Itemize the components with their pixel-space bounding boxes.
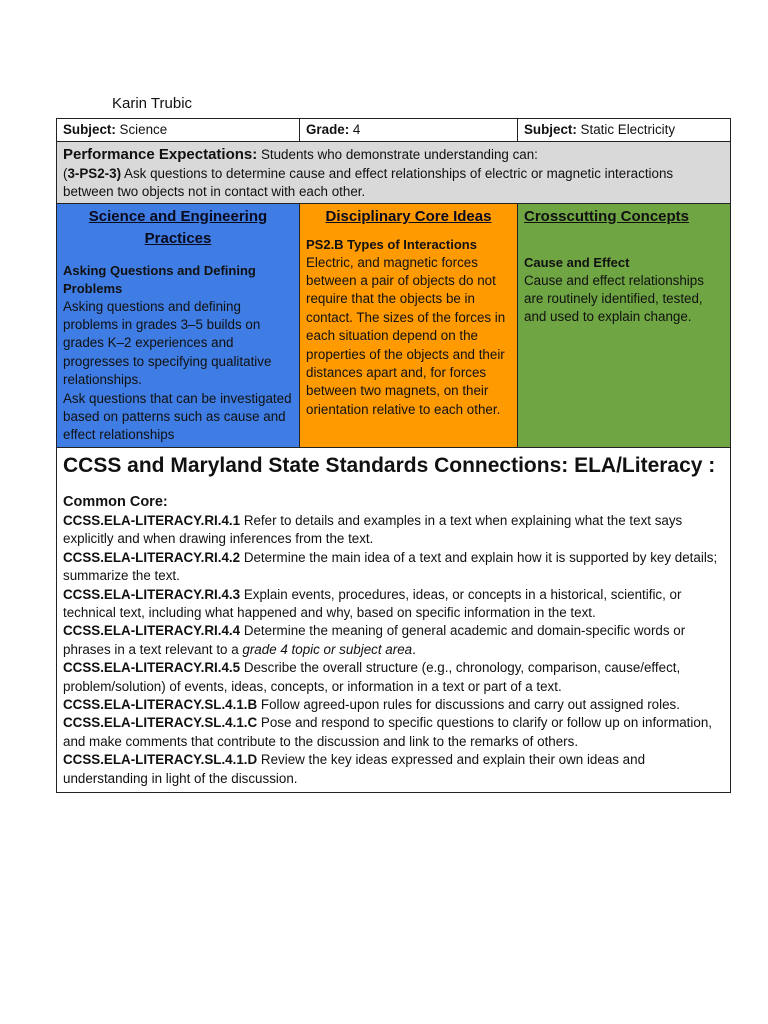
core-ideas-subtitle: PS2.B Types of Interactions [306, 236, 477, 252]
subject-cell [57, 119, 300, 142]
standard-item [63, 696, 724, 714]
topic-value: Static Electricity [576, 122, 676, 137]
connections-cell [57, 447, 731, 792]
standard-code: CCSS.ELA-LITERACY.RI.4.4 [63, 623, 241, 639]
subject-label: Subject: [63, 122, 116, 137]
performance-code-open: ( [63, 165, 68, 181]
performance-text: Ask questions to determine cause and effect relationships of electric or magnetic interactions between two objects not in contact with each other. [63, 165, 674, 200]
standard-item [63, 751, 724, 788]
standards-list [63, 512, 724, 788]
lesson-standards-table [56, 118, 731, 793]
crosscutting-body: Cause and effect relationships are routinely identified, tested, and used to explain change. [524, 272, 704, 325]
standard-item [63, 586, 724, 623]
practices-subtitle: Asking Questions and Defining Problems [63, 262, 256, 296]
core-ideas-cell [300, 203, 518, 447]
standard-item [63, 659, 724, 696]
dimensions-row [57, 203, 731, 447]
standard-code: CCSS.ELA-LITERACY.RI.4.2 [63, 549, 241, 565]
standard-code: CCSS.ELA-LITERACY.SL.4.1.D [63, 752, 258, 768]
standard-code: CCSS.ELA-LITERACY.RI.4.3 [63, 586, 241, 602]
practices-title: Science and Engineering Practices [88, 207, 268, 247]
standard-tail: . [412, 641, 416, 657]
standard-item [63, 714, 724, 751]
standard-text: Refer to details and examples in a text when explaining what the text says explicitly and when drawing inferences from the text. [63, 512, 683, 547]
common-core-label: Common Core: [63, 493, 168, 510]
header-row [57, 119, 731, 142]
standard-item [63, 549, 724, 586]
grade-cell [300, 119, 518, 142]
performance-code: 3-PS2-3) [67, 165, 122, 181]
connections-title: CCSS and Maryland State Standards Connections: ELA/Literacy : [63, 453, 716, 477]
standard-item [63, 512, 724, 549]
topic-cell [518, 119, 731, 142]
standard-text: Describe the overall structure (e.g., chronology, comparison, cause/effect, problem/solution) of events, ideas, concepts, or information in a text or part of a text. [63, 660, 681, 694]
standard-italic: grade 4 topic or subject area [242, 641, 413, 657]
performance-row [57, 142, 731, 203]
standard-text: Review the key ideas expressed and explain their own ideas and understanding in light of the discussion. [63, 752, 646, 786]
standard-text: Explain events, procedures, ideas, or concepts in a historical, scientific, or technical text, including what happened and why, based on specific information in the text. [63, 586, 682, 620]
standard-text: Follow agreed-upon rules for discussions and carry out assigned roles. [257, 696, 680, 712]
crosscutting-cell [518, 203, 731, 447]
practices-body-2: Ask questions that can be investigated based on patterns such as cause and effect relationships [63, 390, 292, 443]
standard-code: CCSS.ELA-LITERACY.RI.4.1 [63, 512, 241, 528]
standard-text: Determine the main idea of a text and explain how it is supported by key details; summarize the text. [63, 549, 718, 584]
standard-text: Determine the meaning of general academic and domain-specific words or phrases in a text relevant to a [63, 623, 686, 657]
topic-label: Subject: [524, 122, 577, 137]
performance-expectations-cell [57, 142, 731, 203]
crosscutting-title: Crosscutting Concepts [524, 207, 690, 225]
standard-code: CCSS.ELA-LITERACY.RI.4.5 [63, 660, 241, 676]
author-name: Karin Trubic [112, 95, 193, 112]
performance-intro: Students who demonstrate understanding can: [257, 147, 538, 163]
subject-value: Science [115, 122, 168, 137]
standard-item [63, 622, 724, 659]
practices-cell [57, 203, 300, 447]
grade-label: Grade: [306, 122, 350, 137]
performance-label: Performance Expectations: [63, 146, 258, 164]
standard-code: CCSS.ELA-LITERACY.SL.4.1.C [63, 715, 258, 731]
connections-row [57, 447, 731, 792]
crosscutting-subtitle: Cause and Effect [524, 254, 630, 270]
standard-code: CCSS.ELA-LITERACY.SL.4.1.B [63, 696, 258, 712]
practices-body-1: Asking questions and defining problems in grades 3–5 builds on grades K–2 experiences and progresses to specifying qualitative relationships. [63, 298, 272, 388]
core-ideas-body: Electric, and magnetic forces between a pair of objects do not require that the objects be in contact. The sizes of the forces in each situation depend on the properties of the objects and their distances apart and, for forces between two magnets, on their orientation relative to each other. [306, 254, 506, 417]
standard-text: Pose and respond to specific questions to clarify or follow up on information, and make comments that contribute to the discussion and link to the remarks of others. [63, 715, 712, 749]
grade-value: 4 [349, 122, 361, 137]
core-ideas-title: Disciplinary Core Ideas [325, 207, 492, 225]
